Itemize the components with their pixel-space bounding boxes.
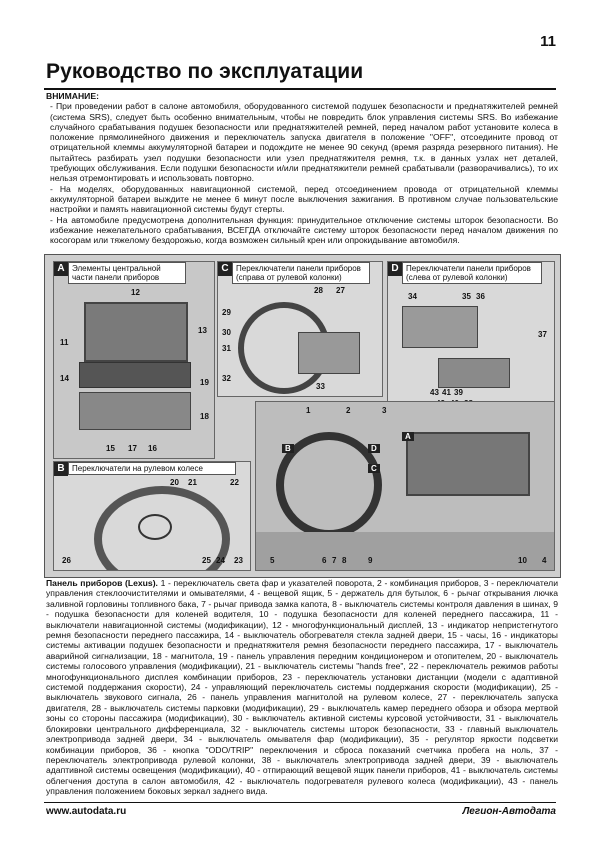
callout: 29	[222, 308, 231, 317]
callout: 9	[368, 556, 373, 565]
callout: 3	[382, 406, 387, 415]
display-screen	[84, 302, 188, 362]
callout: 11	[60, 338, 69, 347]
callout: 20	[170, 478, 179, 487]
callout: C	[368, 464, 380, 473]
callout: 13	[198, 326, 207, 335]
warning-item: - На моделях, оборудованных навигационной системой, перед отсоединением провода от отрицательной клеммы аккумуляторной батареи выждите не менее 6 минут после выключения зажигания. В противном случае пользовательские настройки и память навигационной системы будут стерты.	[50, 183, 558, 215]
callout: D	[368, 444, 380, 453]
dashboard-figure	[44, 254, 561, 578]
climate-panel	[79, 362, 191, 388]
callout: B	[282, 444, 294, 453]
switch-cluster	[298, 332, 360, 374]
figure-caption	[46, 578, 558, 797]
footer-publisher: Легион-Автодата	[462, 806, 556, 817]
panel-letter: D	[388, 262, 402, 276]
callout: 31	[222, 344, 231, 353]
callout: 37	[538, 330, 547, 339]
footer-divider	[44, 802, 556, 803]
panel-b	[53, 461, 251, 571]
callout: 43	[430, 388, 439, 397]
callout: 39	[454, 388, 463, 397]
display-screen	[406, 432, 530, 496]
callout: 21	[188, 478, 197, 487]
warning-block	[46, 91, 558, 245]
panel-d	[387, 261, 555, 413]
lower-console	[256, 532, 554, 570]
callout: 6	[322, 556, 327, 565]
page-title: Руководство по эксплуатации	[46, 60, 364, 83]
callout: 30	[222, 328, 231, 337]
callout: 10	[518, 556, 527, 565]
callout: 14	[60, 374, 69, 383]
warning-item: - На автомобиле предусмотрена дополнительная функция: принудительное отключение системы шторок безопасности. Во избежание нежелательного срабатывания, ВСЕГДА отключайте систему шторок безопасности перед началом движения по косогорам или тяжелому бездорожью, когда возможен сильный крен или опрокидывание автомобиля.	[50, 214, 558, 246]
lexus-logo-icon	[138, 514, 172, 540]
callout: 16	[148, 444, 157, 453]
callout: 7	[332, 556, 337, 565]
panel-letter: B	[54, 462, 68, 476]
panel-title: Переключатели на рулевом колесе	[68, 462, 236, 475]
page-number: 11	[540, 33, 556, 50]
panel-a	[53, 261, 215, 459]
callout: 34	[408, 292, 417, 301]
callout: 15	[106, 444, 115, 453]
callout: 8	[342, 556, 347, 565]
callout: 22	[230, 478, 239, 487]
switch-cluster	[438, 358, 510, 388]
warning-heading: ВНИМАНИЕ:	[46, 91, 99, 101]
callout: 35	[462, 292, 471, 301]
callout: 23	[234, 556, 243, 565]
callout: A	[402, 432, 414, 441]
callout: 36	[476, 292, 485, 301]
callout: 17	[128, 444, 137, 453]
panel-letter: A	[54, 262, 68, 276]
switch-cluster	[402, 306, 478, 348]
callout: 26	[62, 556, 71, 565]
footer-url: www.autodata.ru	[46, 806, 127, 817]
callout: 5	[270, 556, 275, 565]
callout: 24	[216, 556, 225, 565]
callout: 41	[442, 388, 451, 397]
callout: 28	[314, 286, 323, 295]
panel-title: Переключатели панели приборов (справа от рулевой колонки)	[232, 262, 370, 284]
audio-panel	[79, 392, 191, 430]
panel-letter: C	[218, 262, 232, 276]
panel-c	[217, 261, 383, 397]
panel-title: Элементы центральной части панели приборов	[68, 262, 186, 284]
callout: 12	[131, 288, 140, 297]
warning-item: - При проведении работ в салоне автомобиля, оборудованного системой подушек безопасности и преднатяжителей ремней (система SRS), следует быть особенно внимательным, чтобы не повредить блок управления системы SRS. Во избежание случайного срабатывания подушек безопасности или преднатяжителей ремней, перед началом работ установите колеса в положение прямолинейного движения и переключатель запуска двигателя в положение "OFF", отсоедините провод от отрицательной клеммы аккумуляторной батареи и подождите не менее 90 секунд (время разряда резервного питания). Не пытайтесь разбирать узел подушки безопасности или узел преднатяжителя ремня, т.к. в данных узлах нет деталей, требующих обслуживания. Если подушки безопасности и/или преднатяжители ремней срабатывали (разворачивались), то их нельзя отремонтировать и использовать повторно.	[50, 101, 558, 184]
callout: 33	[316, 382, 325, 391]
callout: 32	[222, 374, 231, 383]
caption-lead: Панель приборов (Lexus).	[46, 578, 158, 588]
callout: 19	[200, 378, 209, 387]
caption-text: 1 - переключатель света фар и указателей поворота, 2 - комбинация приборов, 3 - переключатели управления стеклоочистителями и омывателями, 4 - вещевой ящик, 5 - держатель для бутылок, 6 - рычаг открывания лючка заливной горловины топливного бака, 7 - рычаг привода замка капота, 8 - выключатель системы контроля давления в шинах, 9 - подушка безопасности для коленей водителя, 10 - подушка безопасности для коленей переднего пассажира, 11 - выключатели навигационной системы (модификации), 12 - многофункциональный дисплей, 13 - индикатор непристегнутого ремня безопасности переднего пассажира, 14 - выключатель обогревателя стекла задней двери, 15 - часы, 16 - индикаторы системы активации подушек безопасности и преднатяжителя ремня безопасности переднего пассажира, 17 - выключатель аварийной сигнализации, 18 - магнитола, 19 - панель управления передним кондиционером и отопителем, 20 - выключатель системы голосового управления (модификации), 21 - выключатель системы "hands free", 22 - переключатель режимов работы многофункционального дисплея комбинации приборов, 23 - переключатель установки дистанции (модели с адаптивной системой поддержания скорости), 24 - управляющий переключатель системы поддержания скорости (модификации), 25 - выключатель звукового сигнала, 26 - панель управления магнитолой на рулевом колесе, 27 - переключатель запуска двигателя, 28 - выключатель системы парковки (модификации), 29 - выключатель камер переднего обзора и обзора мертвой зоны со стороны пассажира (модификации), 30 - выключатель активной системы курсовой устойчивости, 31 - выключатель блокировки центрального дифференциала, 32 - выключатель системы шторок безопасности, 33 - главный выключатель электропривода задней двери, 34 - выключатель омывателя фар (модификации), 35 - регулятор яркости подсветки комбинации приборов, 36 - кнопка "ODO/TRIP" переключения и сброса показаний счетчика пробега на ноль, 37 - переключатель электропривода рулевой колонки, 38 - выключатель электропривода задней двери, 39 - выключатель адаптивной системы освещения (модификации), 40 - отпирающий вещевой ящик панели приборов, 41 - выключатель системы облегчения доступа в салон автомобиля, 42 - выключатель подогревателя рулевого колеса (модификации), 43 - панель управления положением боковых зеркал заднего вида.	[46, 578, 558, 797]
callout: 25	[202, 556, 211, 565]
title-divider	[44, 88, 556, 90]
callout: 1	[306, 406, 311, 415]
callout: 18	[200, 412, 209, 421]
callout: 4	[542, 556, 547, 565]
panel-title: Переключатели панели приборов (слева от рулевой колонки)	[402, 262, 542, 284]
main-dashboard	[255, 401, 555, 571]
callout: 27	[336, 286, 345, 295]
callout: 2	[346, 406, 351, 415]
